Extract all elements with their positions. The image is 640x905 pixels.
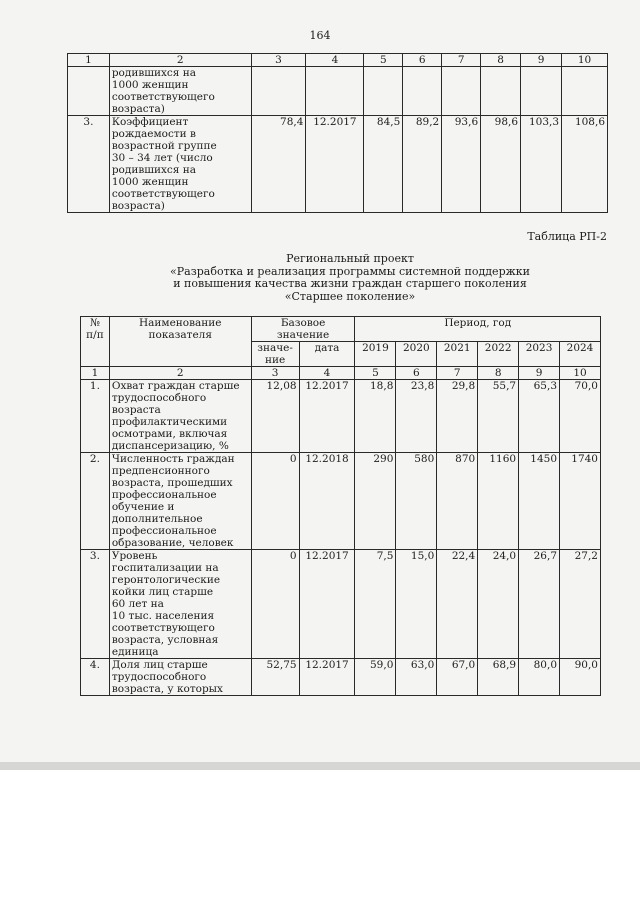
title-line: и повышения качества жизни граждан старшего поколения [173, 277, 527, 290]
base-date: 12.2017 [306, 116, 364, 213]
column-number: 4 [306, 54, 364, 67]
year-value: 27,2 [560, 550, 601, 659]
table-row [68, 116, 608, 213]
column-number: 9 [519, 367, 560, 380]
column-number: 6 [396, 367, 437, 380]
table-row [68, 67, 608, 116]
table-caption: Таблица РП-2 [527, 230, 607, 243]
column-number: 3 [251, 367, 299, 380]
table-row [81, 550, 601, 659]
base-date: 12.2018 [299, 453, 355, 550]
column-number: 3 [251, 54, 306, 67]
section-title [130, 253, 570, 303]
year-value: 89,2 [403, 116, 442, 213]
year-value: 26,7 [519, 550, 560, 659]
table-continuation [67, 53, 608, 213]
scan-edge [0, 762, 640, 770]
header-name: Наименование показателя [109, 317, 251, 367]
header-year: 2021 [437, 342, 478, 367]
indicator-name: Численность граждан предпенсионного возраста, прошедших профессиональное обучение и дополнительное профессиональное образование, человек [109, 453, 251, 550]
column-number: 1 [68, 54, 110, 67]
title-line: «Разработка и реализация программы системной поддержки [170, 264, 530, 278]
base-value: 0 [251, 550, 299, 659]
header-base-date: дата [299, 342, 355, 367]
table-row [81, 380, 601, 453]
year-value: 24,0 [478, 550, 519, 659]
year-value: 1450 [519, 453, 560, 550]
year-value: 55,7 [478, 380, 519, 453]
year-value: 1160 [478, 453, 519, 550]
column-number: 2 [109, 54, 251, 67]
year-value: 108,6 [562, 116, 608, 213]
header-year: 2023 [519, 342, 560, 367]
base-value: 0 [251, 453, 299, 550]
year-value: 23,8 [396, 380, 437, 453]
year-value: 70,0 [560, 380, 601, 453]
year-value: 67,0 [437, 659, 478, 696]
column-number-row [68, 54, 608, 67]
title-line: Региональный проект [286, 252, 414, 265]
indicator-name: Коэффициент рождаемости в возрастной группе 30 – 34 лет (число родившихся на 1000 женщин соответствующего возраста) [109, 116, 251, 213]
header-num: № п/п [81, 317, 110, 367]
row-number: 3. [68, 116, 110, 213]
column-number: 5 [355, 367, 396, 380]
year-value: 93,6 [442, 116, 481, 213]
base-date: 12.2017 [299, 380, 355, 453]
header-year: 2022 [478, 342, 519, 367]
header-year: 2019 [355, 342, 396, 367]
year-value: 90,0 [560, 659, 601, 696]
row-number: 2. [81, 453, 110, 550]
year-value [364, 67, 403, 116]
column-number: 1 [81, 367, 110, 380]
page-number: 164 [309, 29, 331, 42]
header-year: 2024 [560, 342, 601, 367]
header-base-value: значе- ние [251, 342, 299, 367]
base-date: 12.2017 [299, 659, 355, 696]
column-number: 4 [299, 367, 355, 380]
row-number: 4. [81, 659, 110, 696]
header-year: 2020 [396, 342, 437, 367]
indicator-name: Уровень госпитализации на геронтологические койки лиц старше 60 лет на 10 тыс. населения соответствующего возраста, условная единица [109, 550, 251, 659]
year-value [403, 67, 442, 116]
year-value: 80,0 [519, 659, 560, 696]
year-value: 580 [396, 453, 437, 550]
column-number: 9 [521, 54, 562, 67]
column-number: 8 [481, 54, 521, 67]
year-value: 22,4 [437, 550, 478, 659]
column-number: 8 [478, 367, 519, 380]
column-number: 6 [403, 54, 442, 67]
header-base: Базовое значение [251, 317, 355, 342]
year-value: 15,0 [396, 550, 437, 659]
year-value: 870 [437, 453, 478, 550]
indicator-name: Доля лиц старше трудоспособного возраста, у которых [109, 659, 251, 696]
row-number: 1. [81, 380, 110, 453]
table-row [81, 453, 601, 550]
base-value: 52,75 [251, 659, 299, 696]
header-period: Период, год [355, 317, 601, 342]
base-date: 12.2017 [299, 550, 355, 659]
table-rp2 [80, 316, 601, 696]
row-number: 3. [81, 550, 110, 659]
year-value: 98,6 [481, 116, 521, 213]
column-number: 2 [109, 367, 251, 380]
year-value: 29,8 [437, 380, 478, 453]
base-date [306, 67, 364, 116]
year-value: 7,5 [355, 550, 396, 659]
base-value: 12,08 [251, 380, 299, 453]
base-value: 78,4 [251, 116, 306, 213]
column-number: 7 [442, 54, 481, 67]
column-number: 10 [562, 54, 608, 67]
year-value: 18,8 [355, 380, 396, 453]
year-value: 68,9 [478, 659, 519, 696]
base-value [251, 67, 306, 116]
column-number: 7 [437, 367, 478, 380]
year-value: 1740 [560, 453, 601, 550]
year-value [442, 67, 481, 116]
year-value [562, 67, 608, 116]
year-value: 63,0 [396, 659, 437, 696]
year-value: 84,5 [364, 116, 403, 213]
indicator-name: родившихся на 1000 женщин соответствующего возраста) [109, 67, 251, 116]
year-value: 103,3 [521, 116, 562, 213]
column-number: 10 [560, 367, 601, 380]
title-line: «Старшее поколение» [284, 289, 416, 303]
year-value: 65,3 [519, 380, 560, 453]
indicator-name: Охват граждан старше трудоспособного возраста профилактическими осмотрами, включая диспансеризацию, % [109, 380, 251, 453]
row-number [68, 67, 110, 116]
year-value: 59,0 [355, 659, 396, 696]
column-number-row [81, 367, 601, 380]
year-value [521, 67, 562, 116]
year-value: 290 [355, 453, 396, 550]
column-number: 5 [364, 54, 403, 67]
table-row [81, 659, 601, 696]
year-value [481, 67, 521, 116]
